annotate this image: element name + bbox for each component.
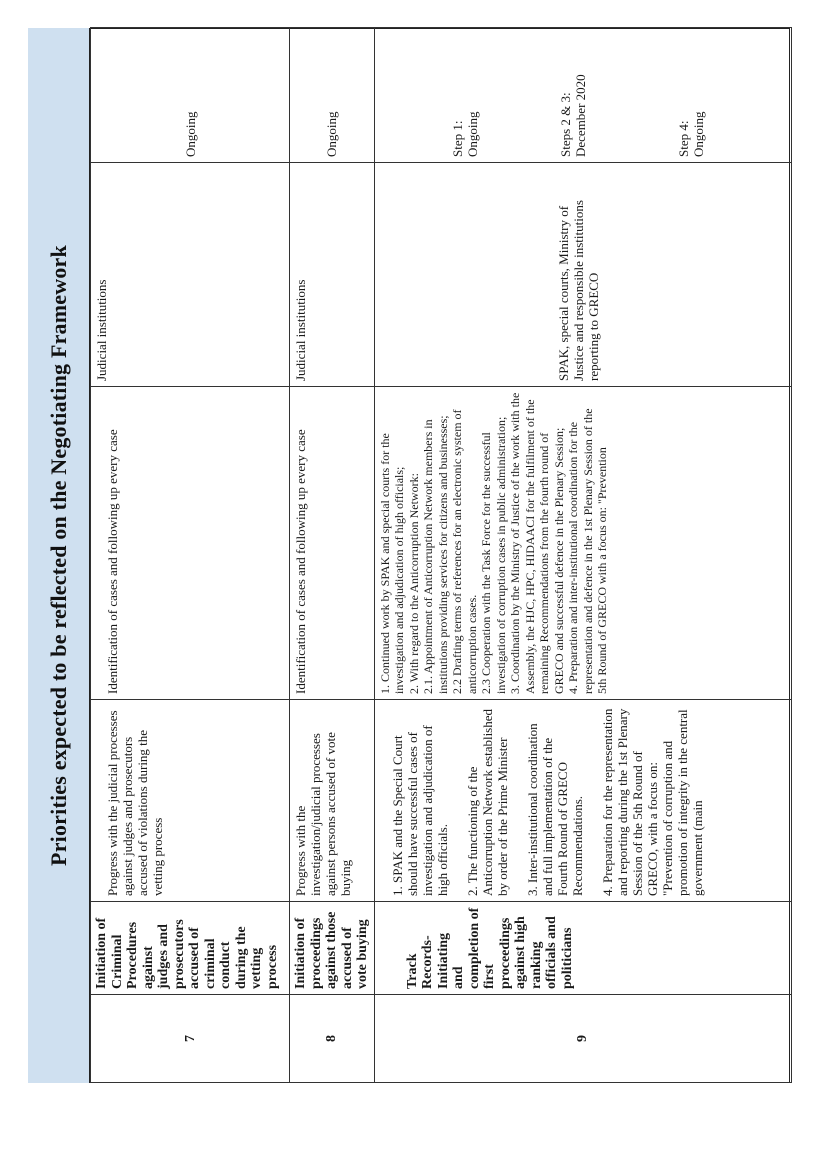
row-actions: Identification of cases and following up every case <box>91 387 290 700</box>
action-item: 2.2 Drafting terms of references for an electronic system of anticorruption cases. <box>450 409 479 694</box>
table-row <box>374 28 791 1083</box>
priorities-table <box>90 27 792 1083</box>
table-row <box>91 28 290 1083</box>
page-title-text: Priorities expected to be reflected on the Negotiating Framework <box>45 245 71 866</box>
action-item: 2.3 Cooperation with the Task Force for the successful investigation of corruption cases in public administration; <box>479 416 508 694</box>
table-row <box>290 28 375 1083</box>
deadline-item: Step 1: Ongoing <box>449 111 480 157</box>
row-deadline: Ongoing <box>290 28 375 163</box>
row-number: 8 <box>290 995 375 1083</box>
row-title: Track Records- Initiating and completion of first proceedings against high ranking officials and politicians <box>374 902 791 995</box>
action-item: 3. Coordination by the Ministry of Justice of the work with the Assembly, the HJC, HPC, HIDAACI for the fulfilment of the remaining Recommendations from the fourth round of GRECO and successful defence in the Plenary Session; <box>508 392 566 694</box>
objective-item: 2. The functioning of the Anticorruption Network established by order of the Prime Minister <box>464 708 510 896</box>
deadline-item: Steps 2 & 3: December 2020 <box>557 74 588 157</box>
action-item: 2. With regard to the Anticorruption Network: <box>406 473 421 694</box>
row-responsible: Judicial institutions <box>91 163 290 387</box>
objective-item: 4. Preparation for the representation and reporting during the 1st Plenary Session of the 5th Round of GRECO, with a focus on: "Prevention of corruption and promotion of integrity in the central government (main <box>599 708 705 896</box>
objective-item: 1. SPAK and the Special Court should have successful cases of investigation and adjudication of high officials. <box>389 725 450 896</box>
row-responsible: SPAK, special courts, Ministry of Justice and responsible institutions reporting to GRECO <box>374 163 791 387</box>
action-item: 2.1. Appointment of Anticorruption Network members in institutions providing services for citizens and businesses; <box>421 415 450 694</box>
row-number: 9 <box>374 995 791 1083</box>
action-item: 1. Continued work by SPAK and special courts for the investigation and adjudication of high officials; <box>377 433 406 694</box>
row-actions: Identification of cases and following up every case <box>290 387 375 700</box>
row-actions <box>374 387 791 700</box>
row-responsible: Judicial institutions <box>290 163 375 387</box>
row-deadline: Ongoing <box>91 28 290 163</box>
row-title: Initiation of proceedings against those accused of vote buying <box>290 902 375 995</box>
page-title <box>28 28 90 1083</box>
deadline-item: Step 4: Ongoing <box>675 111 706 157</box>
row-number: 7 <box>91 995 290 1083</box>
objective-item: 3. Inter-institutional coordination and full implementation of the Fourth Round of GRECO Recommendations. <box>524 723 585 896</box>
row-deadlines <box>374 28 791 163</box>
row-objective: Progress with the judicial processes against judges and prosecutors accused of violations during the vetting process <box>91 700 290 902</box>
row-objective: Progress with the investigation/judicial processes against persons accused of vote buying <box>290 700 375 902</box>
action-item: 4. Preparation and inter-institutional coordination for the representation and defence in the 1st Plenary Session of the 5th Round of GRECO with a focus on: "Prevention <box>566 408 609 694</box>
row-title: Initiation of Criminal Procedures against judges and prosecutors accused of criminal conduct during the vetting process <box>91 902 290 995</box>
row-objectives <box>374 700 791 902</box>
